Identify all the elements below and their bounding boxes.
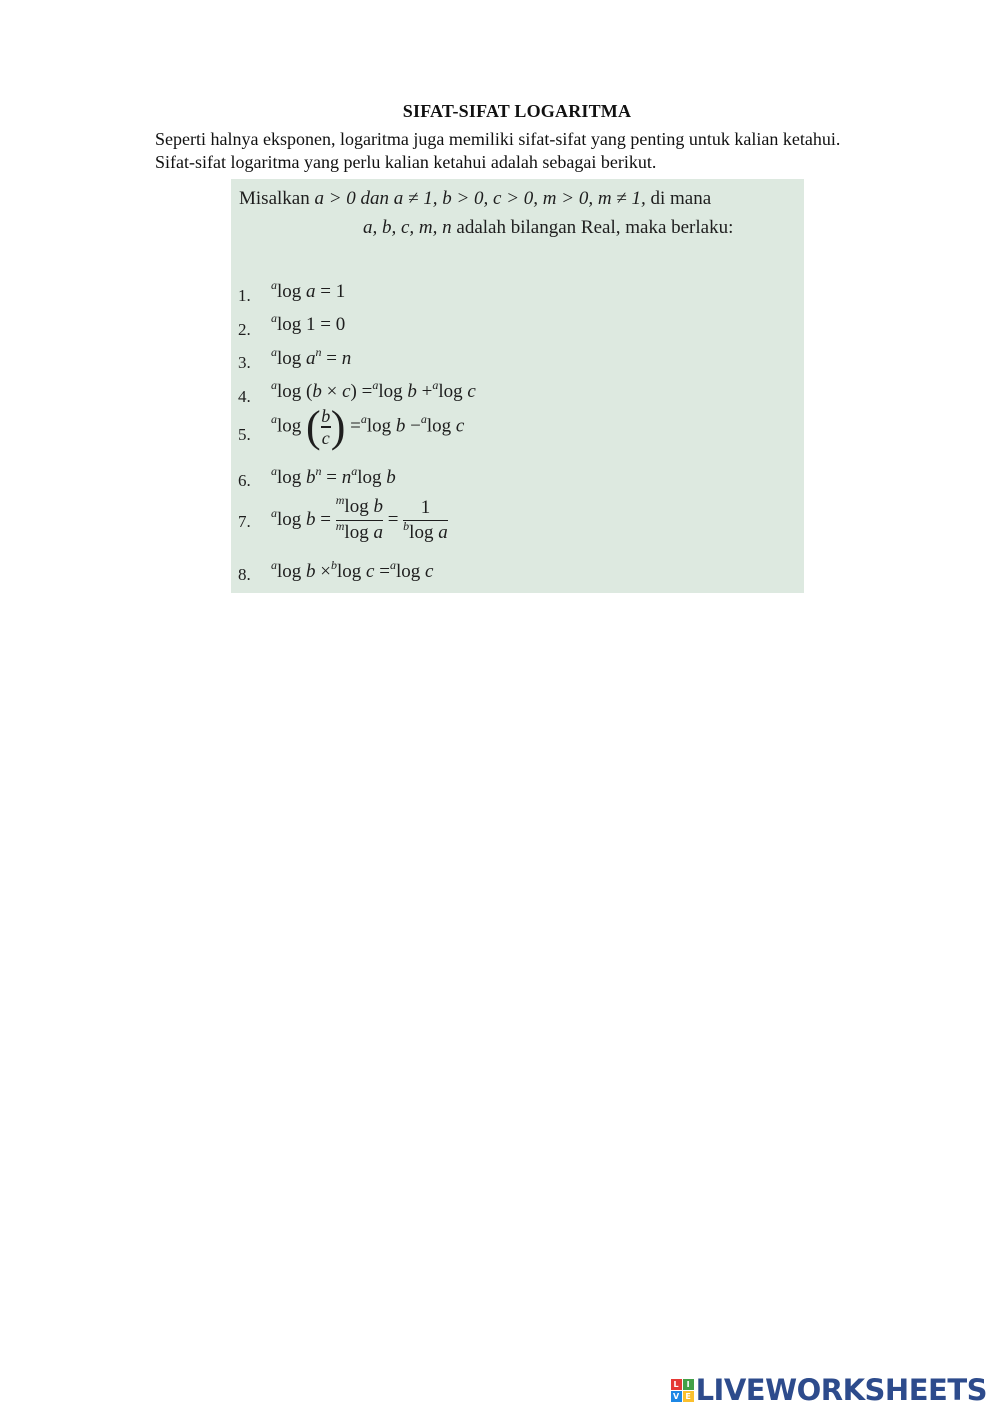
- logo-square: V: [671, 1391, 682, 1402]
- item-number: 8.: [238, 565, 251, 584]
- item-number: 1.: [238, 286, 251, 305]
- logo-square: L: [671, 1379, 682, 1390]
- intro-paragraph: Seperti halnya eksponen, logaritma juga memiliki sifat-sifat yang penting untuk kalian ketahui. Sifat-sifat logaritma yang perlu kalian ketahui adalah sebagai berikut.: [155, 129, 841, 172]
- premise-statement: adalah bilangan Real, maka berlaku:: [456, 217, 734, 238]
- formula-2: $^a$log 1 = 0: [271, 311, 346, 335]
- liveworksheets-logo: [671, 1373, 987, 1407]
- premise-line-1: [239, 188, 711, 210]
- logo-square: I: [683, 1379, 694, 1390]
- premise-variables: a, b, c, m, n: [363, 217, 452, 238]
- formula-3: $^a$log $a^n = n$: [271, 345, 352, 369]
- premise-prefix: Misalkan: [239, 188, 310, 209]
- logo-grid-icon: [671, 1379, 694, 1402]
- properties-box: [231, 179, 804, 593]
- formula-5: $^a$log ( $\frac{b}{c}$ ) =$^a$log b −$^a$log c: [271, 402, 465, 451]
- item-number: 6.: [238, 471, 251, 490]
- formula-6: $^a$log $b^n = n^a\log$ b: [271, 464, 396, 488]
- item-number: 7.: [238, 512, 251, 531]
- premise-suffix: di mana: [650, 188, 712, 209]
- item-number: 4.: [238, 387, 251, 406]
- formula-7: $^a$log b = $\frac{^m\log b}{^m\log a}$ = $\frac{1}{^b\log a}$: [271, 493, 448, 543]
- formula-4: $^a$log (b × c) =$^a$log b +$^a$log c: [271, 378, 476, 402]
- logo-square: E: [683, 1391, 694, 1402]
- logo-text: LIVEWORKSHEETS: [695, 1373, 987, 1407]
- formula-8: $^a$log b ×$^b$log c =$^a$log c: [271, 558, 434, 582]
- item-number: 5.: [238, 425, 251, 444]
- item-number: 2.: [238, 320, 251, 339]
- page-title: SIFAT-SIFAT LOGARITMA: [402, 101, 632, 121]
- premise-line-2: [363, 217, 733, 239]
- item-number: 3.: [238, 353, 251, 372]
- formula-1: $^a$log a = 1: [271, 278, 346, 302]
- premise-conditions: a > 0 dan a ≠ 1, b > 0, c > 0, m > 0, m ≠ 1,: [314, 188, 646, 209]
